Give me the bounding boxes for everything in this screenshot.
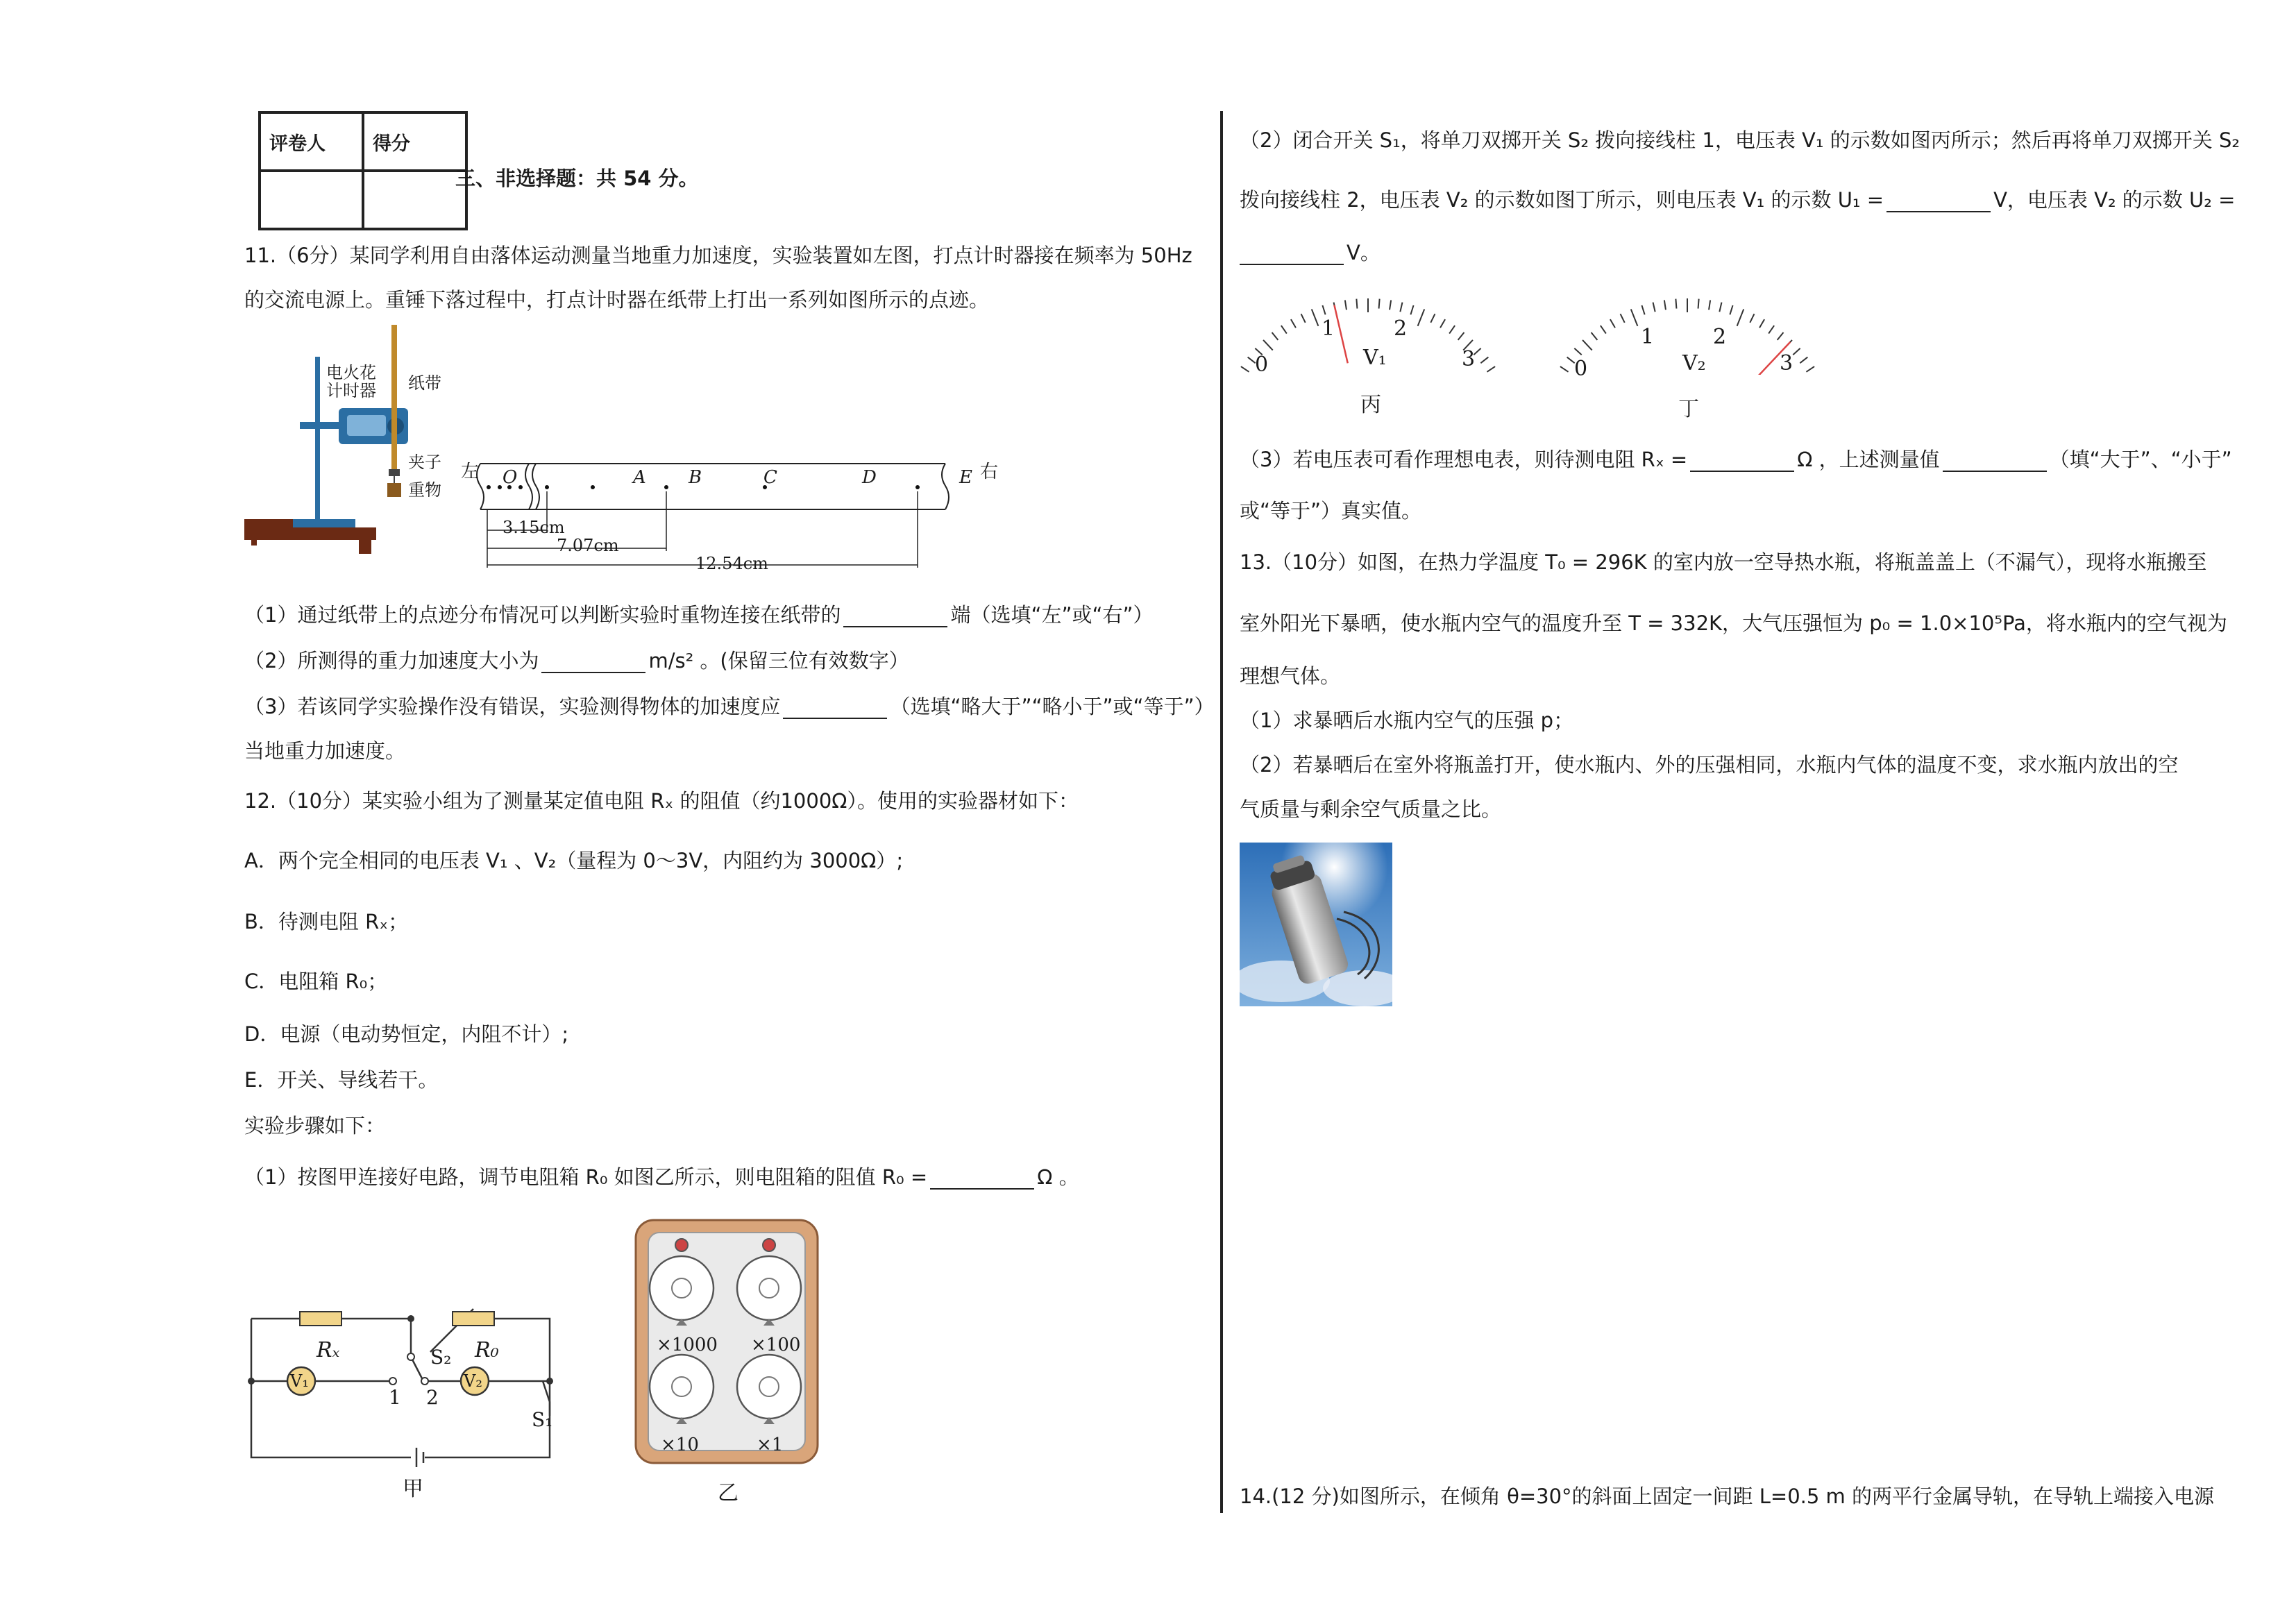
q11-part3-text-b: （选填“略大于”“略小于”或“等于”）	[890, 695, 1215, 718]
circuit-terminal-2: 2	[426, 1386, 439, 1409]
q14-line1: 14.(12 分)如图所示，在倾角 θ=30°的斜面上固定一间距 L=0.5 m 的两平行金属导轨，在导轨上端接入电源	[1240, 1485, 2215, 1508]
meter-tick	[1582, 340, 1592, 350]
box-multiplier-1: ×1	[757, 1435, 784, 1455]
meter-tick	[1430, 314, 1435, 323]
q12-item-A: A．两个完全相同的电压表 V₁ 、V₂（量程为 0～3V，内阻约为 3000Ω）;	[244, 849, 904, 872]
meter-tick	[1778, 332, 1784, 340]
meter-tick	[1800, 357, 1807, 364]
meter1-tick-2: 2	[1394, 316, 1408, 341]
meter-tick	[1641, 305, 1644, 314]
meter-tick	[1241, 366, 1249, 372]
q12-intro: 12.（10分）某实验小组为了测量某定值电阻 Rₓ 的阻值（约1000Ω）。使用的实验器材如下：	[244, 789, 1079, 813]
meter-tick	[1806, 366, 1814, 372]
meter-tick	[1631, 310, 1638, 326]
q12-step2-line3	[1240, 240, 1381, 265]
meter-tick	[1793, 348, 1800, 355]
score-table	[258, 111, 468, 230]
tape-point-D: D	[862, 467, 877, 488]
thermos-in-sunlight-image	[1240, 843, 1392, 1006]
q12-step3-text-b: Ω ，上述测量值	[1797, 448, 1940, 471]
q11-part2-answer-blank[interactable]	[541, 654, 645, 673]
section-title: 三、非选择题：共 54 分。	[455, 167, 699, 190]
meter-tick	[1440, 319, 1445, 328]
meter2-tick-0: 0	[1574, 357, 1588, 381]
meter-tick	[1560, 366, 1569, 372]
q12-step3-line2: 或“等于”）真实值。	[1240, 499, 1422, 523]
q12-item-D: D．电源（电动势恒定，内阻不计）;	[244, 1022, 569, 1046]
meter-tick	[1301, 314, 1306, 323]
tape-left-label: 左	[461, 462, 480, 482]
circuit-label-R0: R₀	[475, 1338, 499, 1362]
circuit-label-S2: S₂	[430, 1346, 452, 1369]
box-multiplier-10: ×10	[661, 1435, 699, 1455]
q12-step1	[244, 1165, 1079, 1190]
meter2-tick-2: 2	[1713, 325, 1727, 349]
circuit-terminal-1: 1	[389, 1386, 401, 1409]
q13-line1: 13.（10分）如图，在热力学温度 T₀ = 296K 的室内放一空导热水瓶，将瓶盖盖上（不漏气），现将水瓶搬至	[1240, 550, 2207, 574]
meter-needle	[1334, 305, 1347, 364]
tape-point-E: E	[959, 467, 972, 488]
score-table-reviewer-header: 评卷人	[260, 112, 363, 171]
meter-tick	[1248, 357, 1256, 364]
meter2-caption: 丁	[1678, 397, 1699, 421]
q12-step2-text-b: V，电压表 V₂ 的示数 U₂ =	[1993, 188, 2236, 212]
q11-part2-text-b: m/s² 。(保留三位有效数字）	[648, 649, 909, 673]
q11-part3-answer-blank[interactable]	[783, 700, 887, 719]
column-divider	[1220, 111, 1223, 1513]
q12-step1-answer-blank[interactable]	[930, 1170, 1034, 1190]
q11-part1-text-b: 端（选填“左”或“右”）	[950, 603, 1154, 627]
meter1-label: V₁	[1363, 346, 1387, 370]
meter-tick	[1592, 332, 1598, 340]
left-column	[244, 104, 1215, 1520]
meter-tick	[1390, 301, 1391, 310]
meter-tick	[1675, 299, 1676, 309]
meter-tick	[1698, 299, 1699, 309]
q12-step2-U2-blank[interactable]	[1240, 246, 1344, 265]
q12-step1-text-a: （1）按图甲连接好电路，调节电阻箱 R₀ 如图乙所示，则电阻箱的阻值 R₀ =	[244, 1165, 928, 1189]
q12-step3-line1	[1240, 447, 2232, 472]
q12-step2-text-a: 拨向接线柱 2，电压表 V₂ 的示数如图丁所示，则电压表 V₁ 的示数 U₁ =	[1240, 188, 1884, 212]
meter-tick	[1567, 357, 1575, 364]
q13-line2: 室外阳光下暴晒，使水瓶内空气的温度升至 T = 332K，大气压强恒为 p₀ = 1.0×10⁵Pa，将水瓶内的空气视为	[1240, 611, 2227, 635]
meter-tick	[1356, 299, 1357, 309]
meter2-tick-3: 3	[1780, 351, 1793, 375]
q12-step2-text-c: V。	[1347, 241, 1381, 264]
meter-tick	[1400, 303, 1402, 312]
meter-tick	[1291, 319, 1296, 328]
q12-step3-Rx-blank[interactable]	[1690, 452, 1794, 472]
q11-part1-text-a: （1）通过纸带上的点迹分布情况可以判断实验时重物连接在纸带的	[244, 603, 841, 627]
meter-tick	[1621, 314, 1625, 323]
circuit-label-V2: V₂	[464, 1371, 482, 1391]
q11-part3	[244, 694, 1215, 719]
tape-point-B: B	[689, 467, 702, 488]
q11-part3-cont: 当地重力加速度。	[244, 739, 406, 763]
clip-label: 夹子	[408, 452, 441, 472]
meter-tick	[1610, 319, 1615, 328]
circuit-label-Rx: Rₓ	[316, 1338, 340, 1362]
q12-steps-heading: 实验步骤如下：	[244, 1114, 386, 1137]
meter-tick	[1418, 310, 1425, 326]
meter-tick	[1272, 332, 1278, 340]
q12-item-C: C．电阻箱 R₀；	[244, 970, 388, 993]
q13-part1: （1）求暴晒后水瓶内空气的压强 p；	[1240, 709, 1574, 732]
q13-line3: 理想气体。	[1240, 664, 1341, 688]
meter1-tick-3: 3	[1462, 347, 1476, 371]
tape-distance-OA: 3.15cm	[503, 518, 565, 537]
meter-tick	[1737, 310, 1744, 326]
q12-step1-text-b: Ω 。	[1037, 1165, 1079, 1189]
q12-item-E: E．开关、导线若干。	[244, 1068, 439, 1092]
meter-tick	[1759, 319, 1764, 328]
q11-line1: 11.（6分）某同学利用自由落体运动测量当地重力加速度，实验装置如左图，打点计时器接在频率为 50Hz	[244, 244, 1192, 267]
meter-tick	[1480, 357, 1488, 364]
q11-part2	[244, 648, 909, 673]
q12-step2-line1: （2）闭合开关 S₁，将单刀双掷开关 S₂ 拨向接线柱 1，电压表 V₁ 的示数如图丙所示；然后再将单刀双掷开关 S₂	[1240, 128, 2240, 152]
weight-label: 重物	[408, 480, 441, 500]
box-multiplier-1000: ×1000	[657, 1335, 718, 1355]
score-table-score-header: 得分	[363, 112, 466, 171]
tape-label: 纸带	[408, 373, 441, 393]
meter-tick	[1709, 301, 1710, 310]
meter-tick	[1263, 340, 1273, 350]
q12-step3-text-c: （填“大于”、“小于”	[2049, 448, 2232, 471]
tape-right-label: 右	[980, 462, 999, 482]
score-table-score-cell[interactable]	[363, 171, 466, 229]
meter-tick	[1449, 325, 1455, 334]
meter-tick	[1345, 301, 1347, 310]
score-table-reviewer-cell[interactable]	[260, 171, 363, 229]
meter1-tick-1: 1	[1322, 316, 1335, 341]
tape-point-C: C	[763, 467, 777, 488]
timer-label-1: 电火花	[326, 363, 376, 382]
q13-part2-line1: （2）若暴晒后在室外将瓶盖打开，使水瓶内、外的压强相同，水瓶内气体的温度不变，求水瓶内放出的空	[1240, 753, 2179, 777]
meter-tick	[1574, 348, 1581, 355]
box-caption: 乙	[718, 1481, 738, 1505]
meter-tick	[1769, 325, 1774, 334]
meter-tick	[1458, 332, 1464, 340]
meter-tick	[1653, 303, 1655, 312]
q11-part1-answer-blank[interactable]	[843, 608, 947, 627]
tape-distance-OE: 12.54cm	[695, 554, 768, 573]
q13-part2-line2: 气质量与剩余空气质量之比。	[1240, 797, 1502, 821]
q11-part2-text-a: （2）所测得的重力加速度大小为	[244, 649, 539, 673]
q12-step2-line2	[1240, 187, 2235, 212]
meter2-tick-1: 1	[1641, 325, 1655, 349]
meter1-tick-0: 0	[1255, 353, 1269, 377]
q12-step3-text-a: （3）若电压表可看作理想电表，则待测电阻 Rₓ =	[1240, 448, 1688, 471]
box-multiplier-100: ×100	[751, 1335, 801, 1355]
timer-label-2: 计时器	[326, 381, 376, 400]
q11-part3-text-a: （3）若该同学实验操作没有错误，实验测得物体的加速度应	[244, 695, 781, 718]
meter-tick	[1379, 299, 1380, 309]
meter-tick	[1750, 314, 1754, 323]
q12-step2-U1-blank[interactable]	[1886, 193, 1991, 212]
q12-item-B: B．待测电阻 Rₓ；	[244, 910, 409, 933]
circuit-label-V1: V₁	[290, 1371, 309, 1391]
q12-step3-compare-blank[interactable]	[1943, 452, 2047, 472]
meter-tick	[1487, 366, 1495, 372]
meter2-label: V₂	[1682, 351, 1706, 375]
meter1-caption: 丙	[1360, 393, 1381, 417]
meter-tick	[1410, 305, 1413, 314]
tape-distance-OC: 7.07cm	[557, 536, 619, 555]
meter-tick	[1719, 303, 1721, 312]
meter-tick	[1730, 305, 1732, 314]
circuit-label-S1: S₁	[532, 1408, 553, 1431]
q11-line2: 的交流电源上。重锤下落过程中，打点计时器在纸带上打出一系列如图所示的点迹。	[244, 288, 990, 312]
meter-tick	[1601, 325, 1606, 334]
timer-stand-figure	[244, 325, 466, 554]
right-column	[1240, 104, 2240, 1520]
meter-tick	[1322, 305, 1325, 314]
meter-tick	[1312, 310, 1319, 326]
tape-point-A: A	[633, 467, 646, 488]
meter-tick	[1281, 325, 1287, 334]
q11-part1	[244, 602, 1154, 627]
tape-point-O: O	[503, 467, 518, 488]
meter-tick	[1664, 301, 1666, 310]
circuit-caption: 甲	[403, 1477, 423, 1501]
